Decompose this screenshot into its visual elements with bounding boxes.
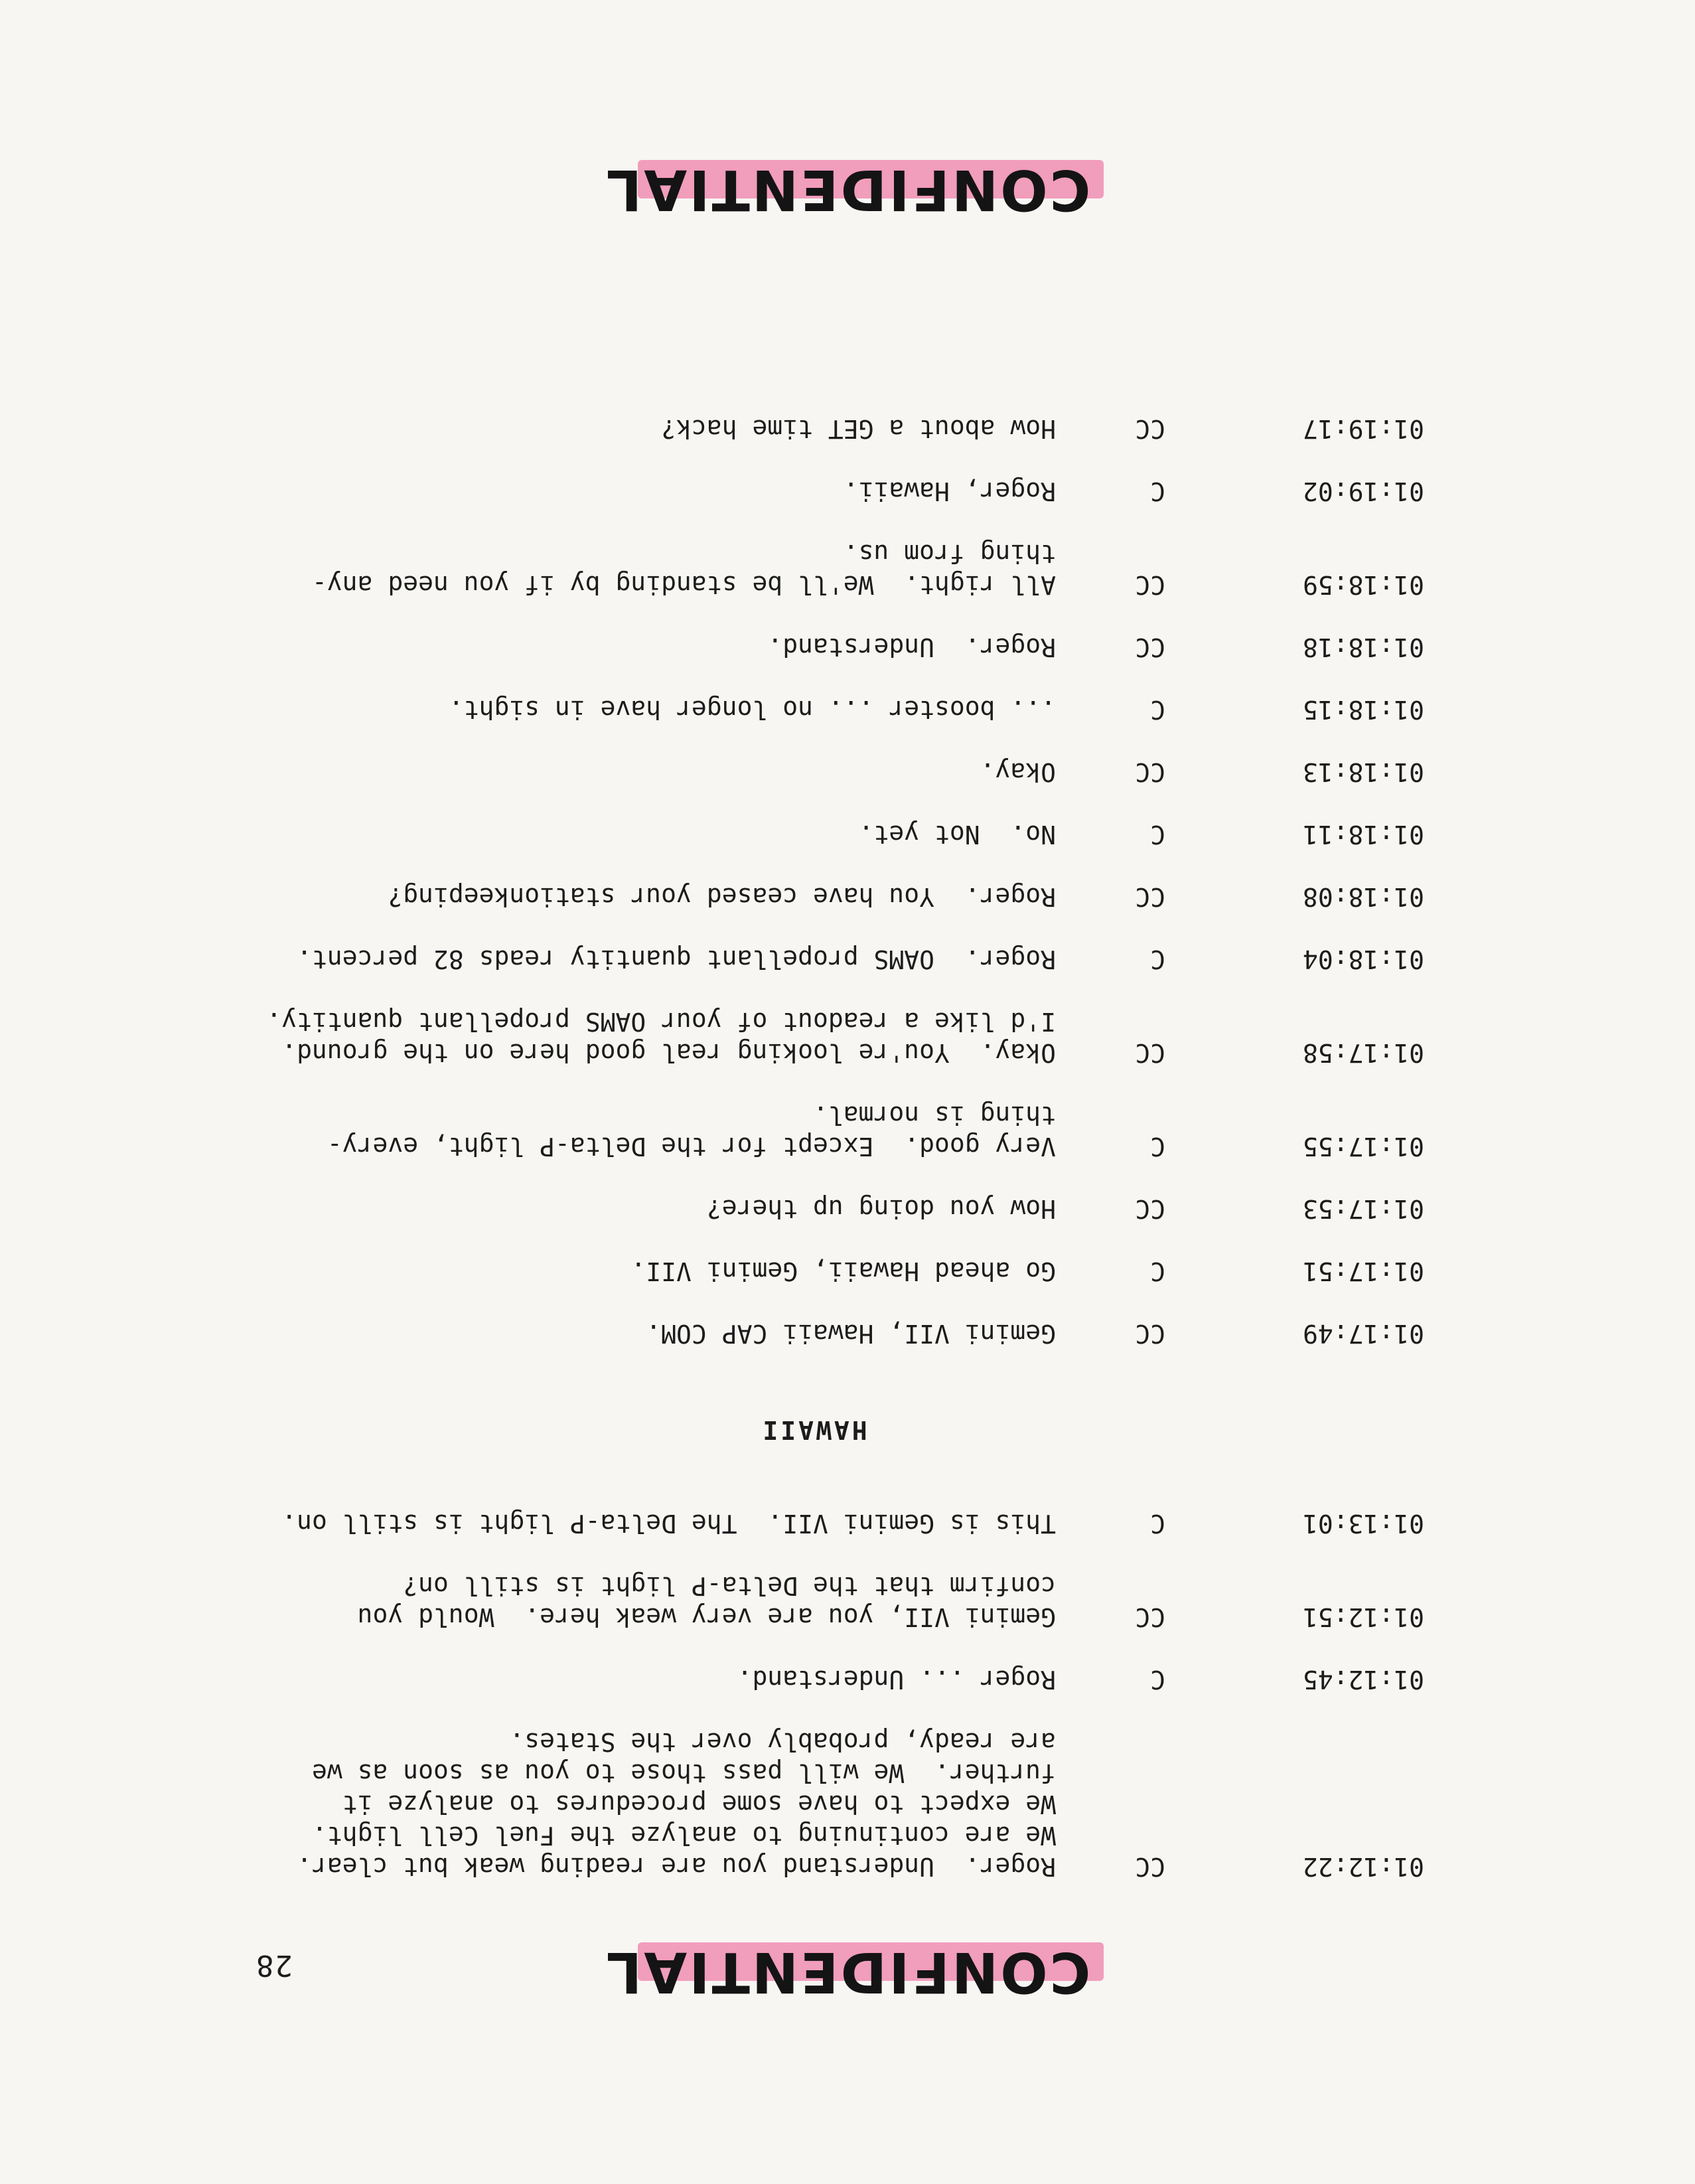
transcript-entry (256, 943, 1424, 975)
entry-speaker: C (1150, 1257, 1165, 1286)
entry-speaker: C (1150, 477, 1165, 506)
entry-text: How about a GET time hack? (661, 414, 1056, 443)
entry-text: Okay. You're looking real good here on the ground. I'd like a readout of your OAMS propellant quantity. (266, 1007, 1056, 1067)
transcript-entry (256, 881, 1424, 912)
entry-text: Roger ... Understand. (737, 1665, 1056, 1694)
transcript-entry (256, 1006, 1424, 1068)
entry-speaker: C (1150, 1665, 1165, 1694)
classification-stamp-top (0, 1940, 1695, 2005)
entry-time: 01:17:58 (1302, 1038, 1424, 1067)
transcript-entry (256, 1508, 1424, 1539)
entry-text: Roger. Understand you are reading weak but clear. We are continuing to analyze the Fuel Cell light. We expect to have some procedures to analyze it further. We will pass those to you as soon as we are ready, probably over the States. (297, 1727, 1056, 1881)
entry-time: 01:18:59 (1302, 570, 1424, 599)
transcript-entry (256, 1726, 1424, 1882)
transcript-entry (256, 475, 1424, 507)
transcript-entry (256, 819, 1424, 850)
entry-speaker: CC (1135, 414, 1165, 443)
transcript-entry (256, 538, 1424, 600)
transcript-entry (256, 631, 1424, 663)
entry-speaker: CC (1135, 882, 1165, 911)
page-number: 28 (255, 1948, 293, 1982)
entry-speaker: C (1150, 1132, 1165, 1161)
entry-time: 01:13:01 (1302, 1509, 1424, 1538)
transcript-entry (256, 756, 1424, 787)
entry-speaker: CC (1135, 1319, 1165, 1348)
entry-text: All right. We'll be standing by if you need any- thing from us. (311, 539, 1056, 599)
section-spacer (256, 1445, 1424, 1476)
entry-speaker: C (1150, 945, 1165, 974)
entry-time: 01:17:53 (1302, 1194, 1424, 1223)
entry-time: 01:18:15 (1302, 695, 1424, 724)
transcript-entry (256, 1570, 1424, 1632)
transcript-entry (256, 1318, 1424, 1349)
entry-speaker: CC (1135, 1602, 1165, 1632)
entry-speaker: CC (1135, 757, 1165, 787)
entry-time: 01:12:51 (1302, 1602, 1424, 1632)
entry-text: Gemini VII, you are very weak here. Would you confirm that the Delta-P light is still on? (357, 1571, 1056, 1632)
entry-time: 01:18:04 (1302, 945, 1424, 974)
entry-time: 01:18:13 (1302, 757, 1424, 787)
entry-text: ... booster ... no longer have in sight. (448, 695, 1056, 724)
entry-text: Go ahead Hawaii, Gemini VII. (630, 1257, 1056, 1286)
transcript-entry (256, 694, 1424, 725)
entry-text: Very good. Except for the Delta-P light, every- thing is normal. (327, 1101, 1056, 1161)
entry-speaker: C (1150, 820, 1165, 849)
entry-text: Gemini VII, Hawaii CAP COM. (646, 1319, 1056, 1348)
classification-stamp-text: CONFIDENTIAL (591, 1940, 1104, 2005)
entry-time: 01:18:11 (1302, 820, 1424, 849)
section-heading: HAWAII (760, 1415, 867, 1444)
entry-time: 01:18:08 (1302, 882, 1424, 911)
entry-speaker: CC (1135, 633, 1165, 662)
transcript-entry (256, 413, 1424, 444)
entry-time: 01:12:22 (1302, 1852, 1424, 1881)
entry-text: Roger. You have ceased your stationkeeping? (388, 882, 1056, 911)
entry-speaker: C (1150, 1509, 1165, 1538)
entry-time: 01:19:02 (1302, 477, 1424, 506)
entry-time: 01:17:51 (1302, 1257, 1424, 1286)
classification-stamp-text: CONFIDENTIAL (591, 157, 1104, 222)
entry-text: How you doing up there? (706, 1194, 1056, 1223)
entry-speaker: CC (1135, 1194, 1165, 1223)
entry-text: Okay. (980, 757, 1056, 787)
entry-time: 01:12:45 (1302, 1665, 1424, 1694)
entry-text: This is Gemini VII. The Delta-P light is still on. (281, 1509, 1056, 1538)
entry-speaker: CC (1135, 1852, 1165, 1881)
entry-speaker: CC (1135, 570, 1165, 599)
transcript-entry (256, 1099, 1424, 1162)
transcript-entry (256, 1193, 1424, 1224)
entry-speaker: C (1150, 695, 1165, 724)
classification-stamp-bottom (0, 157, 1695, 222)
entry-time: 01:19:17 (1302, 414, 1424, 443)
entry-speaker: CC (1135, 1038, 1165, 1067)
entry-time: 01:18:18 (1302, 633, 1424, 662)
transcript-entry (256, 1255, 1424, 1287)
entry-text: No. Not yet. (858, 820, 1056, 849)
entry-text: Roger, Hawaii. (843, 477, 1056, 506)
entry-text: Roger. OAMS propellant quantity reads 82 percent. (297, 945, 1056, 974)
entry-text: Roger. Understand. (767, 633, 1056, 662)
transcript (256, 413, 1424, 1882)
transcript-entry (256, 1664, 1424, 1695)
entry-time: 01:17:55 (1302, 1132, 1424, 1161)
entry-time: 01:17:49 (1302, 1319, 1424, 1348)
